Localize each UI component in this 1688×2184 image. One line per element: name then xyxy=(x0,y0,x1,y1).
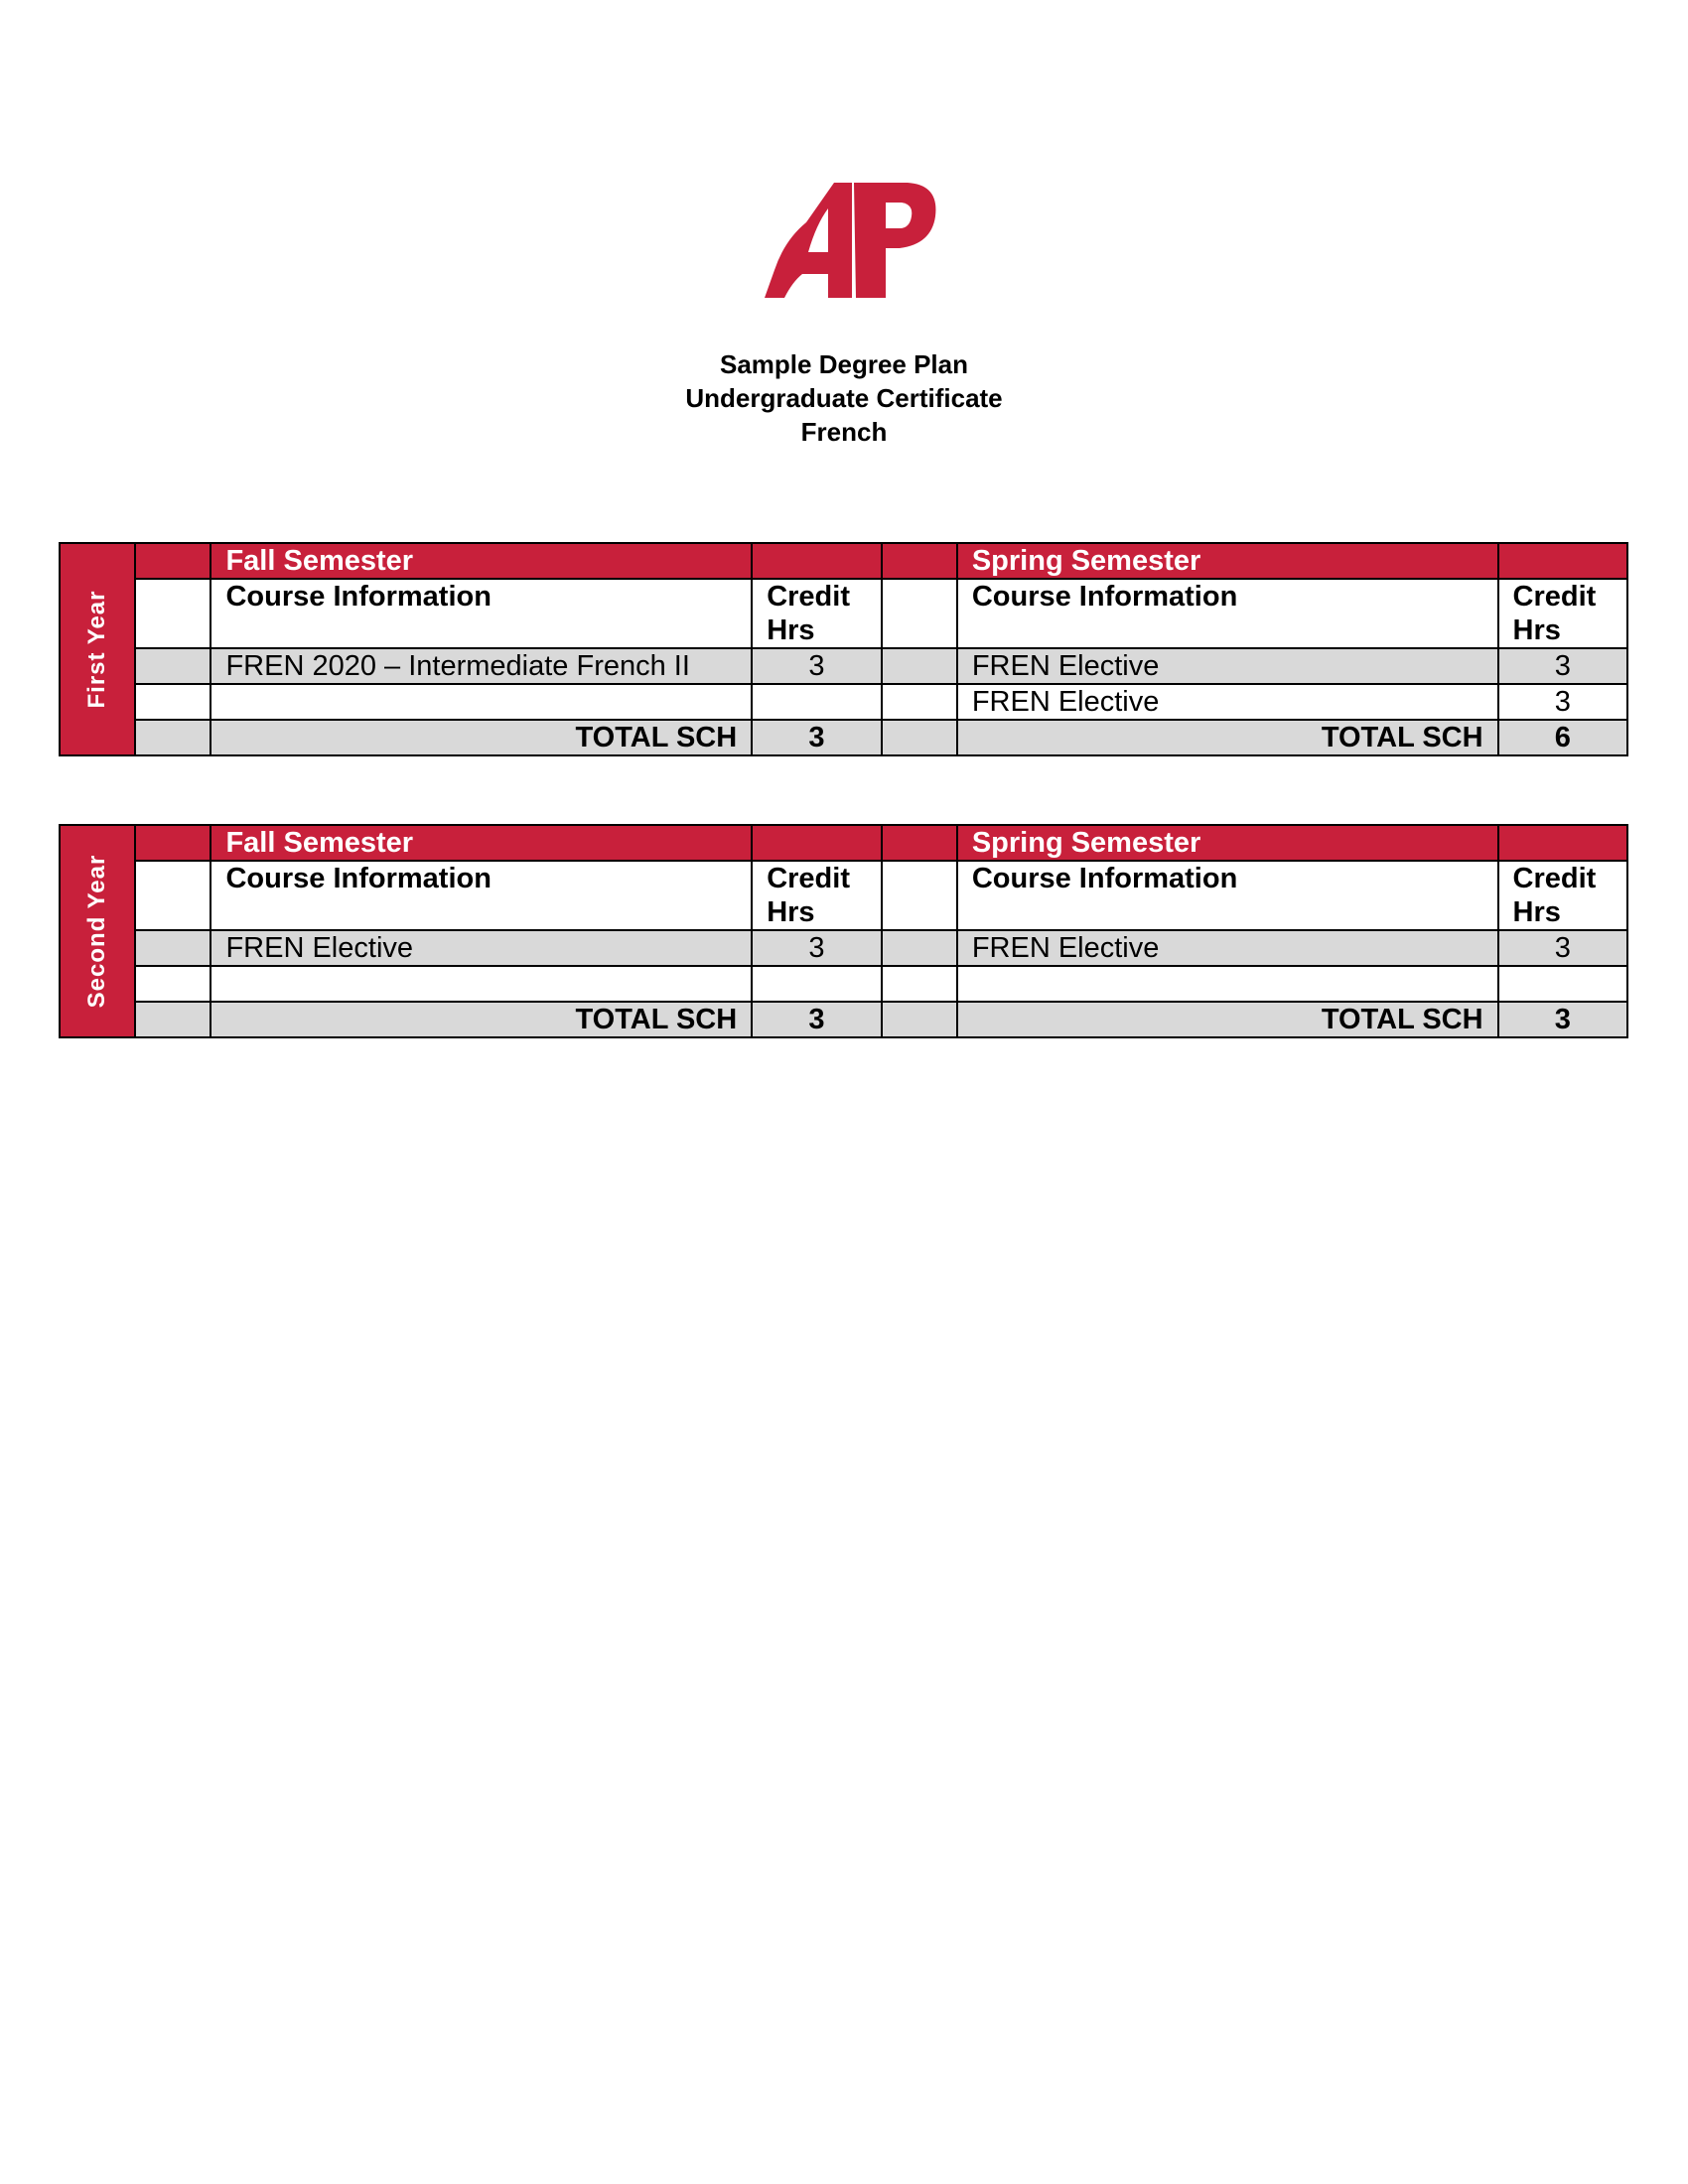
fall-total-label: TOTAL SCH xyxy=(211,720,752,755)
spring-credit: 3 xyxy=(1498,684,1627,720)
spring-course-info-header: Course Information xyxy=(957,861,1498,930)
spring-course: FREN Elective xyxy=(957,930,1498,966)
fall-credit xyxy=(752,684,881,720)
spring-total-label: TOTAL SCH xyxy=(957,720,1498,755)
column-header-row xyxy=(60,861,1627,930)
title-line1: Sample Degree Plan xyxy=(720,349,968,379)
spring-semester-header: Spring Semester xyxy=(957,825,1498,861)
year-label: Second Year xyxy=(83,854,111,1009)
spring-course xyxy=(957,966,1498,1002)
total-row xyxy=(60,720,1627,755)
fall-course: FREN Elective xyxy=(211,930,752,966)
fall-credit-header: Credit Hrs xyxy=(752,861,881,930)
spring-course: FREN Elective xyxy=(957,684,1498,720)
title-line2: Undergraduate Certificate xyxy=(685,383,1003,413)
spring-credit-header: Credit Hrs xyxy=(1498,861,1627,930)
spring-course-info-header: Course Information xyxy=(957,579,1498,648)
spring-semester-header: Spring Semester xyxy=(957,543,1498,579)
fall-credit: 3 xyxy=(752,648,881,684)
spring-course: FREN Elective xyxy=(957,648,1498,684)
title-line3: French xyxy=(800,417,888,447)
university-logo xyxy=(757,159,941,318)
fall-total-value: 3 xyxy=(752,1002,881,1037)
fall-total-value: 3 xyxy=(752,720,881,755)
fall-total-label: TOTAL SCH xyxy=(211,1002,752,1037)
spring-credit: 3 xyxy=(1498,930,1627,966)
fall-credit xyxy=(752,966,881,1002)
second-year-plan-table xyxy=(59,824,1628,1038)
table-row xyxy=(60,648,1627,684)
spring-credit-header: Credit Hrs xyxy=(1498,579,1627,648)
table-row xyxy=(60,966,1627,1002)
spring-total-value: 6 xyxy=(1498,720,1627,755)
spring-total-label: TOTAL SCH xyxy=(957,1002,1498,1037)
fall-credit-header: Credit Hrs xyxy=(752,579,881,648)
fall-course xyxy=(211,684,752,720)
table-row xyxy=(60,930,1627,966)
fall-course xyxy=(211,966,752,1002)
semester-header-row xyxy=(60,543,1627,579)
document-titles xyxy=(0,347,1688,449)
first-year-plan-table xyxy=(59,542,1628,756)
spring-credit xyxy=(1498,966,1627,1002)
fall-course: FREN 2020 – Intermediate French II xyxy=(211,648,752,684)
fall-credit: 3 xyxy=(752,930,881,966)
spring-credit: 3 xyxy=(1498,648,1627,684)
year-label: First Year xyxy=(83,590,111,709)
year-label-cell xyxy=(60,825,135,1037)
column-header-row xyxy=(60,579,1627,648)
fall-course-info-header: Course Information xyxy=(211,579,752,648)
table-row xyxy=(60,684,1627,720)
spring-total-value: 3 xyxy=(1498,1002,1627,1037)
fall-course-info-header: Course Information xyxy=(211,861,752,930)
fall-semester-header: Fall Semester xyxy=(211,825,752,861)
total-row xyxy=(60,1002,1627,1037)
fall-semester-header: Fall Semester xyxy=(211,543,752,579)
year-label-cell xyxy=(60,543,135,755)
semester-header-row xyxy=(60,825,1627,861)
